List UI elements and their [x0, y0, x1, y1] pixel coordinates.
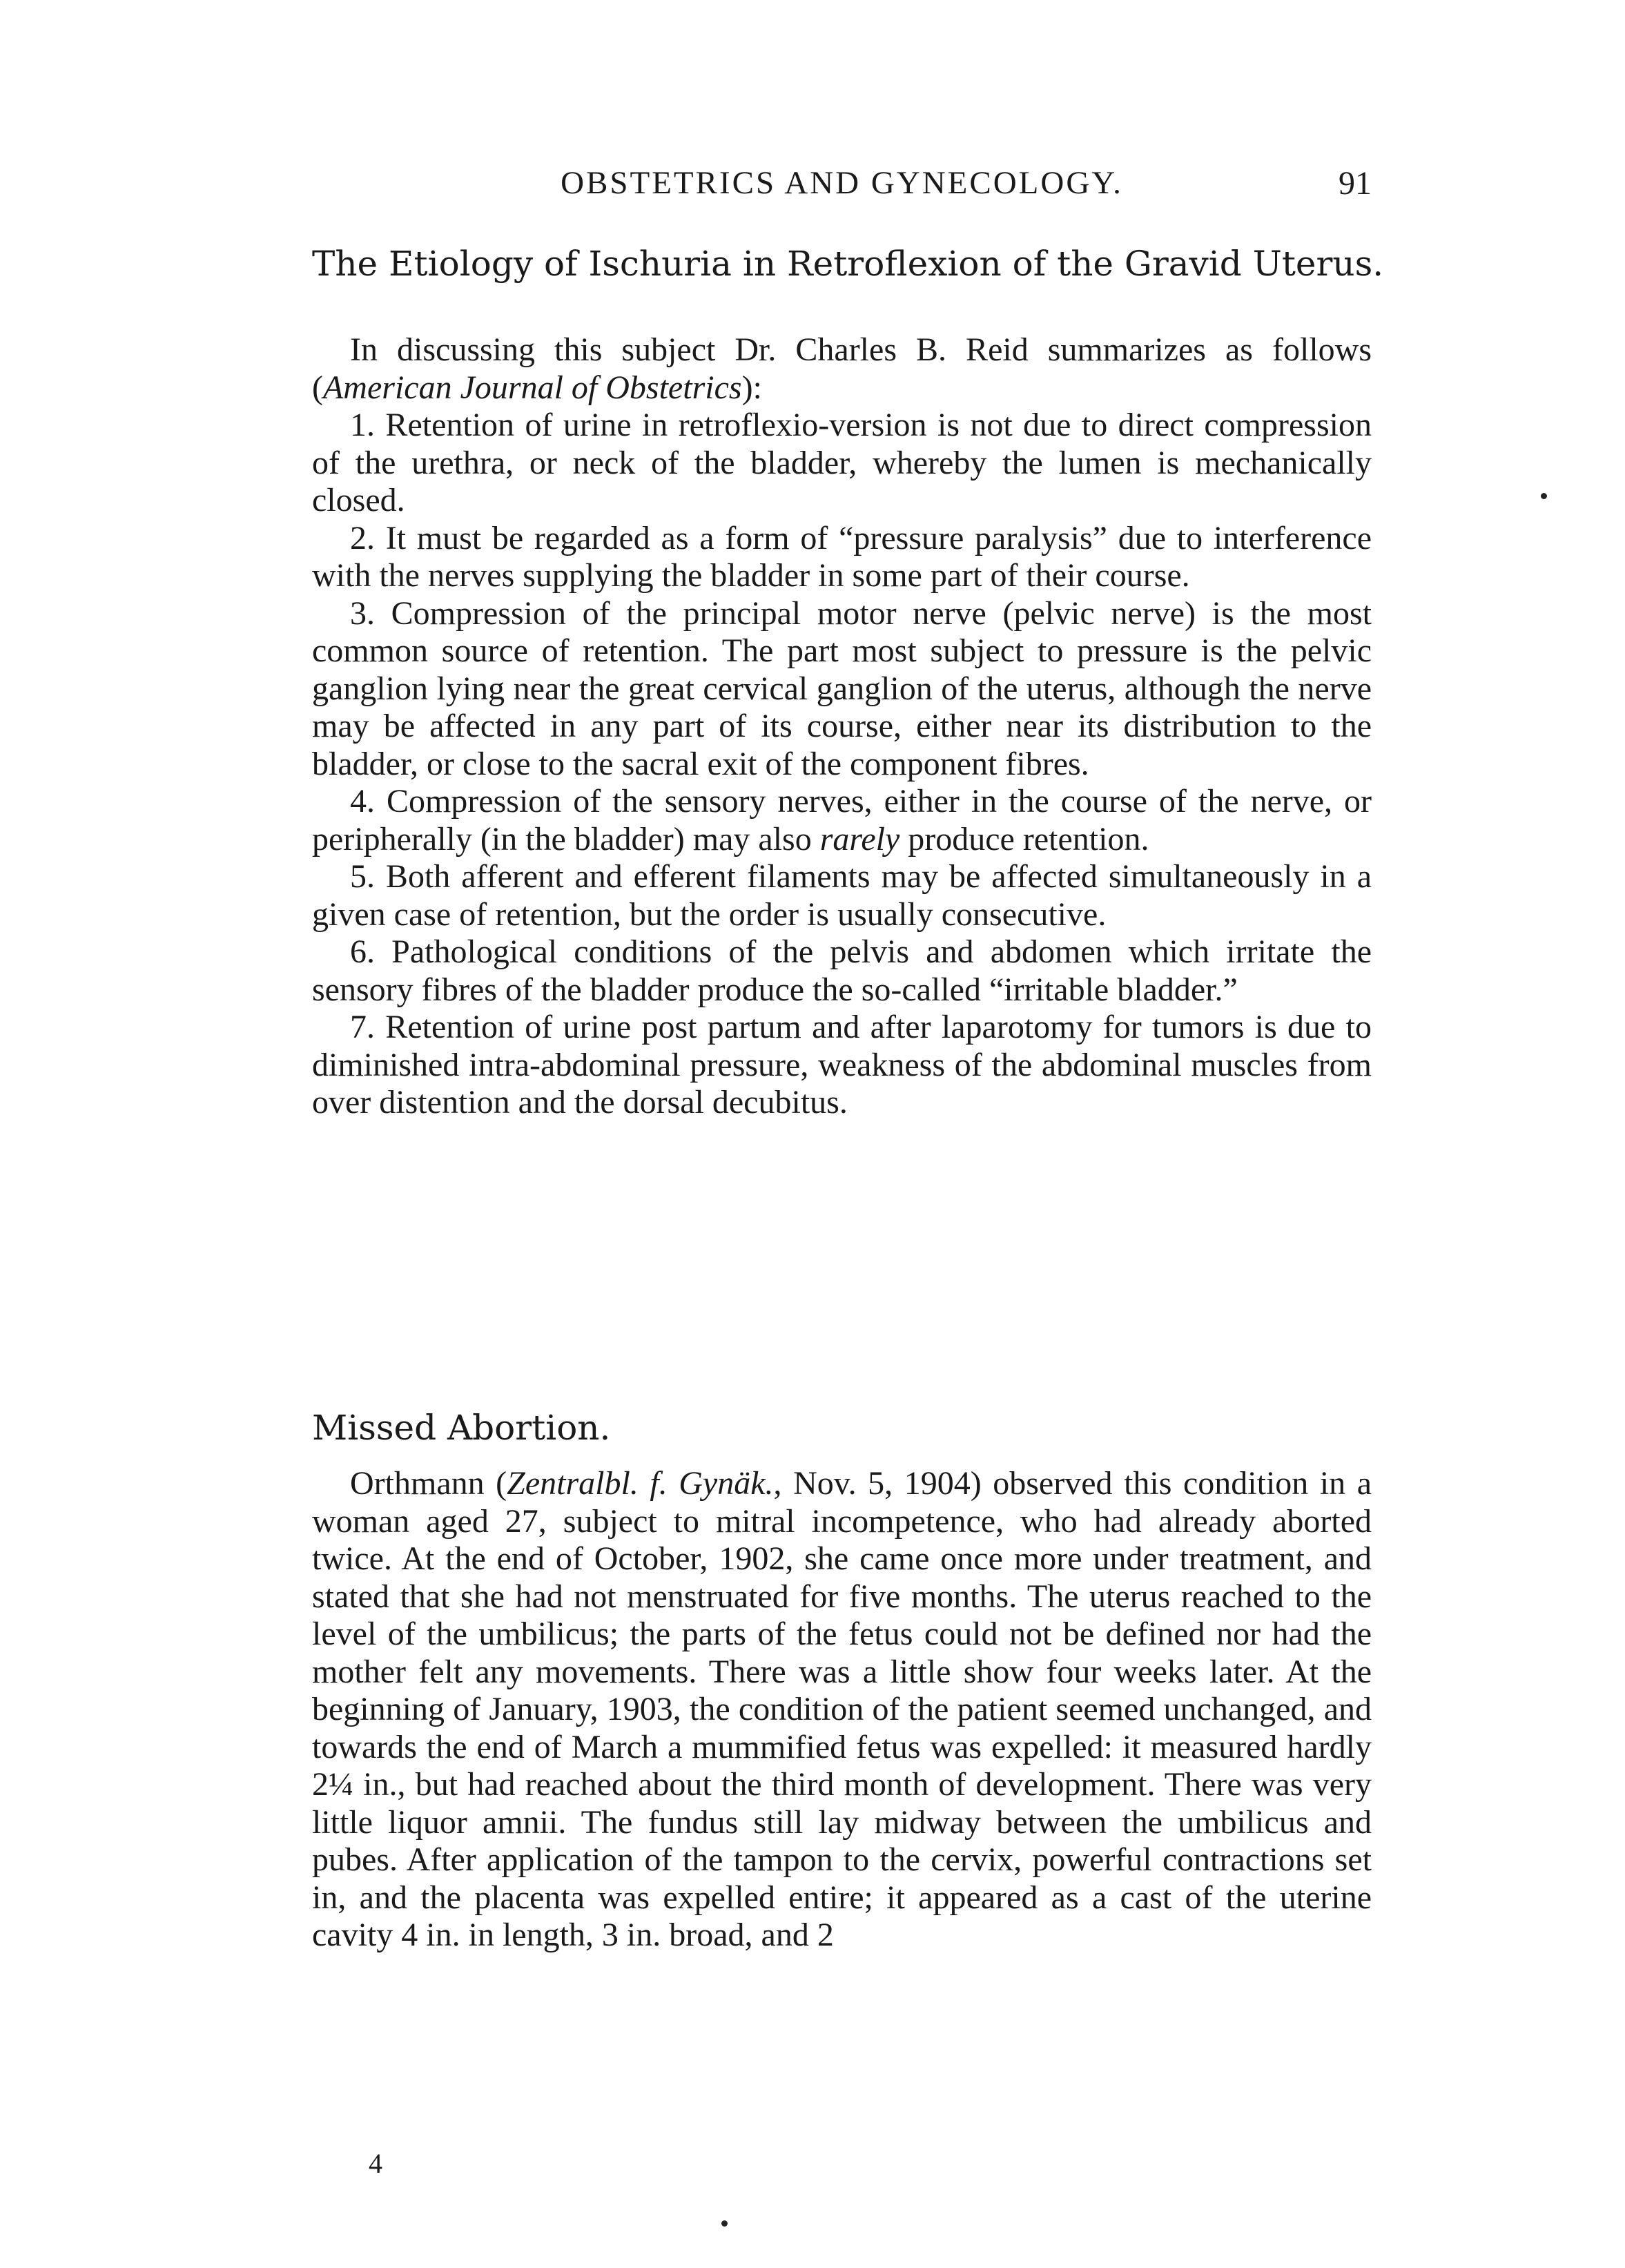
- item4-text-after: produce retention.: [899, 820, 1149, 857]
- list-item-6: 6. Pathological conditions of the pelvis and abdomen which irritate the sensory fibres of the bladder produce the so-called “irritable bladder.”: [312, 933, 1372, 1008]
- item4-text-before: 4. Compression of the sensory nerves, either in the course of the nerve, or peripherally (in the bladder) may also: [312, 783, 1372, 857]
- para-text-after: , Nov. 5, 1904) observed this condition in a woman aged 27, subject to mitral incompetence, who had already aborted twice. At the end of October, 1902, she came once more under treatment, and stated that she had not menstruated for five months. The uterus reached to the level of the umbilicus; the parts of the fetus could not be defined nor had the mother felt any movements. There was a little show four weeks later. At the beginning of January, 1903, the condition of the patient seemed unchanged, and towards the end of March a mummified fetus was expelled: it measured hardly 2¼ in., but had reached about the third month of development. There was very little liquor amnii. The fundus still lay midway between the umbilicus and pubes. After application of the tampon to the cervix, powerful contractions set in, and the placenta was expelled entire; it appeared as a cast of the uterine cavity 4 in. in length, 3 in. broad, and 2: [312, 1465, 1372, 1953]
- article-body-ischuria: [312, 331, 1372, 1122]
- book-page: [312, 0, 1384, 2268]
- para-source-journal: Zentralbl. f. Gynäk.: [507, 1465, 774, 1502]
- list-item-7: 7. Retention of urine post partum and after laparotomy for tumors is due to diminished intra-abdominal pressure, weakness of the abdominal muscles from over distention and the dorsal decubitus.: [312, 1009, 1372, 1121]
- article-title-missed-abortion: Missed Abortion.: [312, 1408, 611, 1448]
- list-item-3: 3. Compression of the principal motor nerve (pelvic nerve) is the most common source of retention. The part most subject to pressure is the pelvic ganglion lying near the great cervical ganglion of the uterus, although the nerve may be affected in any part of its course, either near its distribution to the bladder, or close to the sacral exit of the component fibres.: [312, 594, 1372, 782]
- signature-mark: 4: [369, 2148, 382, 2179]
- running-title: OBSTETRICS AND GYNECOLOGY.: [561, 165, 1123, 201]
- intro-text-before: In discussing this subject Dr. Charles B. Reid summarizes as follows (: [312, 331, 1372, 406]
- missed-abortion-paragraph: [312, 1465, 1372, 1955]
- intro-source-journal: American Journal of Obstetrics: [322, 369, 742, 406]
- page-number: 91: [1339, 165, 1372, 202]
- list-item-2: 2. It must be regarded as a form of “pressure paralysis” due to interference with the nerves supplying the bladder in some part of their course.: [312, 519, 1372, 594]
- intro-paragraph: [312, 331, 1372, 407]
- running-head: [312, 164, 1372, 220]
- item4-emphasis: rarely: [819, 820, 900, 857]
- para-text-before: Orthmann (: [350, 1465, 507, 1502]
- list-item-5: 5. Both afferent and efferent filaments may be affected simultaneously in a given case of retention, but the order is usually consecutive.: [312, 858, 1372, 933]
- intro-text-after: ):: [741, 369, 762, 406]
- ink-speck: [1541, 493, 1547, 499]
- article-body-missed-abortion: [312, 1465, 1372, 1955]
- list-item-4: [312, 783, 1372, 858]
- ink-speck: [721, 2220, 728, 2227]
- list-item-1: 1. Retention of urine in retroflexio-version is not due to direct compression of the urethra, or neck of the bladder, whereby the lumen is mechanically closed.: [312, 407, 1372, 518]
- article-title-ischuria: The Etiology of Ischuria in Retroflexion of the Gravid Uterus.: [312, 244, 1384, 284]
